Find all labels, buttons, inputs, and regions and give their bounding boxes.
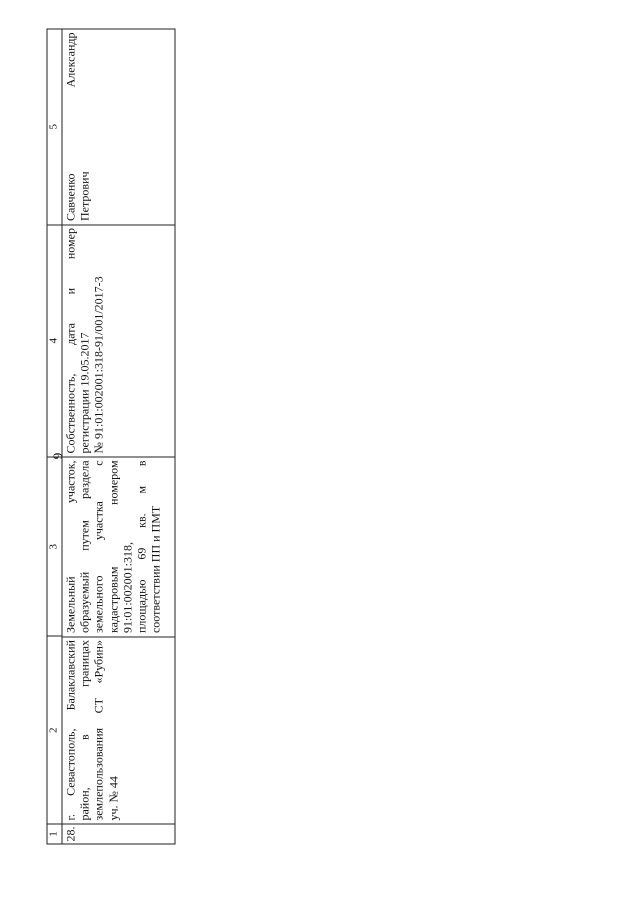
header-col-5: 5 — [47, 124, 60, 130]
description-line: земельного участка с — [91, 460, 106, 634]
description-line: 91:01:002001:318, — [120, 542, 135, 634]
land-plot-table — [47, 29, 176, 845]
address-cell — [63, 636, 175, 824]
row-number-cell: 28. — [63, 824, 175, 844]
header-col-3: 3 — [48, 456, 62, 636]
table-header-row — [48, 30, 63, 844]
owner-line: Петрович — [77, 171, 92, 222]
ownership-line: № 91:01:002001:318-91/001/2017-3 — [91, 276, 106, 454]
ownership-line: Собственность, дата и номер — [63, 228, 78, 454]
address-line: уч. № 44 — [106, 776, 121, 821]
header-col-4: 4 — [48, 224, 62, 456]
page-number: 9 — [50, 452, 65, 460]
address-line: землепользования СТ «Рубин» — [91, 640, 106, 821]
address-line: г. Севастополь, Балаклавский — [63, 640, 78, 821]
header-col-2: 2 — [48, 636, 62, 824]
address-line: район, в границах — [77, 640, 92, 821]
description-line: кадастровым номером — [106, 460, 121, 634]
ownership-line: регистрации 19.05.2017 — [77, 332, 92, 454]
ownership-cell — [63, 224, 175, 456]
description-line: соответствии ПП и ПМТ — [148, 505, 163, 634]
description-line: Земельный участок, — [63, 460, 78, 634]
table-row — [63, 30, 175, 844]
description-line: площадью 69 кв. м в — [134, 460, 149, 634]
owner-cell — [63, 30, 175, 225]
owner-line: Савченко Александр — [63, 32, 78, 222]
header-col-1: 1 — [48, 824, 62, 844]
description-cell — [63, 456, 175, 636]
description-line: образуемый путем раздела — [77, 460, 92, 634]
